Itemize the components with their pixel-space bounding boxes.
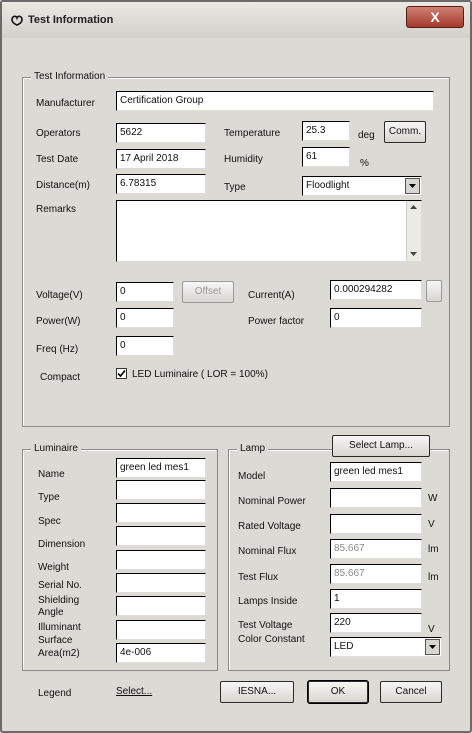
test-flux-unit: lm: [428, 572, 439, 583]
luminaire-weight-label: Weight: [38, 562, 69, 573]
current-extra-button[interactable]: [426, 280, 442, 302]
power-label: Power(W): [36, 316, 81, 327]
luminaire-serial-label: Serial No.: [38, 580, 82, 591]
remarks-scrollbar[interactable]: [406, 201, 421, 261]
app-icon: [10, 14, 24, 26]
illuminant-surface-label-3: Area(m2): [38, 648, 80, 659]
test-flux-input[interactable]: 85.667: [330, 564, 422, 584]
operators-input[interactable]: 5622: [116, 123, 206, 143]
led-luminaire-checkbox[interactable]: [116, 368, 127, 379]
window-title: Test Information: [28, 14, 114, 26]
title-bar: [2, 2, 470, 38]
chevron-down-icon: [429, 645, 436, 650]
remarks-textarea[interactable]: [116, 200, 422, 262]
nominal-power-unit: W: [428, 493, 438, 504]
group-title: Luminaire: [31, 443, 81, 454]
nominal-power-label: Nominal Power: [238, 496, 306, 507]
illuminant-surface-area-input[interactable]: 4e-006: [116, 643, 206, 663]
compact-label: Compact: [40, 372, 81, 383]
chevron-down-icon: [409, 184, 416, 189]
freq-input[interactable]: 0: [116, 336, 174, 356]
operators-label: Operators: [36, 128, 81, 139]
group-title: Lamp: [237, 443, 268, 454]
color-constant-select[interactable]: [330, 637, 442, 657]
lamp-model-input[interactable]: green led mes1: [330, 462, 422, 482]
select-lamp-button[interactable]: Select Lamp...: [332, 435, 430, 457]
luminaire-type-input[interactable]: [116, 480, 206, 500]
scroll-down-icon: [410, 252, 417, 257]
cancel-button[interactable]: Cancel: [380, 681, 442, 703]
legend-label: Legend: [38, 688, 72, 699]
luminaire-type-label: Type: [38, 492, 60, 503]
temperature-label: Temperature: [224, 128, 281, 139]
test-date-label: Test Date: [36, 154, 79, 165]
check-icon: [117, 369, 126, 378]
humidity-unit: %: [360, 158, 369, 169]
luminaire-spec-label: Spec: [38, 516, 61, 527]
shielding-angle-label-2: Angle: [38, 607, 64, 618]
legend-select-link[interactable]: Select...: [116, 686, 153, 697]
test-voltage-unit: V: [428, 624, 435, 635]
test-voltage-input[interactable]: 220: [330, 613, 422, 633]
shielding-angle-input[interactable]: [116, 596, 206, 616]
nominal-flux-label: Nominal Flux: [238, 546, 297, 557]
power-factor-label: Power factor: [248, 316, 305, 327]
manufacturer-label: Manufacturer: [36, 98, 95, 109]
voltage-label: Voltage(V): [36, 290, 83, 301]
luminaire-name-label: Name: [38, 469, 65, 480]
freq-label: Freq (Hz): [36, 344, 79, 355]
humidity-input[interactable]: 61: [302, 147, 350, 167]
type-select-value: Floodlight: [306, 180, 350, 191]
color-constant-value: LED: [334, 641, 354, 652]
current-label: Current(A): [248, 290, 295, 301]
type-select-arrow[interactable]: [405, 178, 420, 194]
lamps-inside-input[interactable]: 1: [330, 589, 422, 609]
color-constant-label: Color Constant: [238, 634, 305, 645]
nominal-flux-unit: lm: [428, 544, 439, 555]
luminaire-serial-input[interactable]: [116, 573, 206, 593]
nominal-power-input[interactable]: [330, 488, 422, 508]
luminaire-dimension-input[interactable]: [116, 526, 206, 546]
test-voltage-label: Test Voltage: [238, 620, 293, 631]
test-flux-label: Test Flux: [238, 572, 279, 583]
luminaire-name-input[interactable]: green led mes1: [116, 458, 206, 478]
ok-button[interactable]: OK: [308, 681, 368, 703]
offset-button[interactable]: Offset: [182, 281, 234, 303]
luminaire-weight-input[interactable]: [116, 550, 206, 570]
manufacturer-input[interactable]: Certification Group: [116, 91, 434, 111]
distance-label: Distance(m): [36, 180, 90, 191]
close-button[interactable]: [406, 6, 464, 28]
rated-voltage-label: Rated Voltage: [238, 521, 301, 532]
shielding-angle-label-1: Shielding: [38, 595, 80, 606]
led-luminaire-label: LED Luminaire ( LOR = 100%): [132, 369, 268, 380]
humidity-label: Humidity: [224, 154, 263, 165]
scroll-up-icon: [410, 205, 417, 210]
illuminant-surface-label-2: Surface: [38, 635, 73, 646]
distance-input[interactable]: 6.78315: [116, 174, 206, 194]
rated-voltage-unit: V: [428, 519, 435, 530]
power-factor-input[interactable]: 0: [330, 308, 422, 328]
nominal-flux-input[interactable]: 85.667: [330, 539, 422, 559]
rated-voltage-input[interactable]: [330, 514, 422, 534]
luminaire-spec-input[interactable]: [116, 503, 206, 523]
voltage-input[interactable]: 0: [116, 282, 174, 302]
type-select[interactable]: [302, 176, 422, 196]
illuminant-surface-label-1: Illuminant: [38, 622, 81, 633]
color-constant-arrow[interactable]: [425, 639, 440, 655]
current-input[interactable]: 0.000294282: [330, 280, 422, 300]
comm-button[interactable]: Comm.: [384, 121, 426, 143]
illuminant-surface-input[interactable]: [116, 620, 206, 640]
type-label: Type: [224, 182, 246, 193]
luminaire-dimension-label: Dimension: [38, 539, 86, 550]
temperature-input[interactable]: 25.3: [302, 121, 350, 141]
lamp-model-label: Model: [238, 471, 266, 482]
remarks-label: Remarks: [36, 204, 77, 215]
power-input[interactable]: 0: [116, 308, 174, 328]
temperature-unit: deg: [358, 130, 375, 141]
lamps-inside-label: Lamps Inside: [238, 596, 298, 607]
group-title: Test Information: [31, 71, 108, 82]
test-date-input[interactable]: 17 April 2018: [116, 149, 206, 169]
close-icon: X: [430, 9, 440, 25]
iesna-button[interactable]: IESNA...: [220, 681, 294, 703]
